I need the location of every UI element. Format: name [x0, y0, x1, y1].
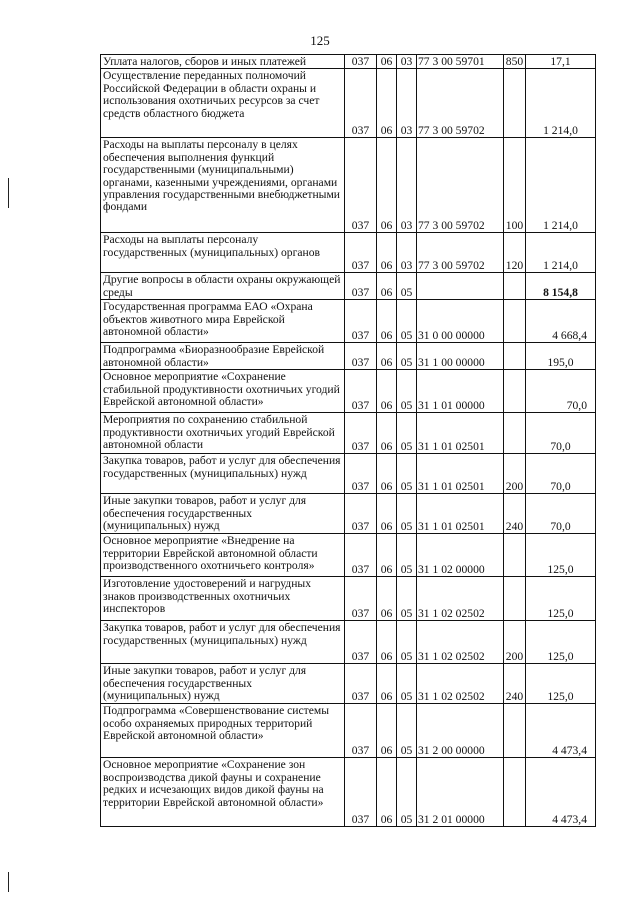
- section-code: 06: [377, 300, 397, 343]
- ved-code: 037: [345, 758, 377, 827]
- table-row: [101, 454, 596, 494]
- amount: [526, 577, 596, 621]
- amount-value: 70,0: [566, 399, 587, 412]
- amount: [526, 621, 596, 664]
- section-code: 06: [377, 273, 397, 300]
- ved-code: 037: [345, 273, 377, 300]
- amount: [526, 413, 596, 454]
- amount-value: 125,0: [547, 650, 574, 663]
- subsection-code: 05: [397, 413, 417, 454]
- amount: [526, 273, 596, 300]
- section-code: 06: [377, 454, 397, 494]
- subsection-code: 05: [397, 370, 417, 413]
- amount-value: 70,0: [550, 520, 571, 533]
- amount: [526, 370, 596, 413]
- expense-type-code: [504, 273, 526, 300]
- expense-type-code: [504, 413, 526, 454]
- table-row: [101, 233, 596, 273]
- section-code: 06: [377, 413, 397, 454]
- ved-code: 037: [345, 534, 377, 577]
- expense-type-code: 850: [504, 55, 526, 69]
- row-name: Другие вопросы в области охраны окружающей среды: [101, 273, 345, 300]
- row-name: Мероприятия по сохранению стабильной продуктивности охотничьих угодий Еврейской автономной области: [101, 413, 345, 454]
- row-name: Расходы на выплаты персоналу государственных (муниципальных) органов: [101, 233, 345, 273]
- subsection-code: 05: [397, 454, 417, 494]
- amount-value: 125,0: [547, 607, 574, 620]
- section-code: 06: [377, 138, 397, 233]
- subsection-code: 05: [397, 300, 417, 343]
- subsection-code: 05: [397, 494, 417, 534]
- amount: [526, 55, 596, 69]
- page-number: 125: [310, 33, 330, 48]
- margin-mark-top: [8, 178, 9, 208]
- ved-code: 037: [345, 664, 377, 704]
- expense-type-code: [504, 370, 526, 413]
- target-code: 31 1 01 02501: [417, 494, 504, 534]
- expense-type-code: [504, 69, 526, 138]
- row-name: Подпрограмма «Биоразнообразие Еврейской автономной области»: [101, 343, 345, 370]
- target-code: 31 1 01 00000: [417, 370, 504, 413]
- amount: [526, 704, 596, 758]
- ved-code: 037: [345, 413, 377, 454]
- target-code: 77 3 00 59701: [417, 55, 504, 69]
- amount: [526, 534, 596, 577]
- subsection-code: 03: [397, 69, 417, 138]
- table-row: [101, 343, 596, 370]
- target-code: 31 2 00 00000: [417, 704, 504, 758]
- ved-code: 037: [345, 138, 377, 233]
- expense-type-code: 200: [504, 621, 526, 664]
- row-name: Закупка товаров, работ и услуг для обеспечения государственных (муниципальных) нужд: [101, 621, 345, 664]
- ved-code: 037: [345, 577, 377, 621]
- amount: [526, 664, 596, 704]
- row-name: Основное мероприятие «Внедрение на территории Еврейской автономной области производственного охотничьего контроля»: [101, 534, 345, 577]
- target-code: 31 1 01 02501: [417, 413, 504, 454]
- amount: [526, 758, 596, 827]
- subsection-code: 05: [397, 704, 417, 758]
- expense-type-code: 240: [504, 664, 526, 704]
- amount: [526, 69, 596, 138]
- table-row: [101, 300, 596, 343]
- section-code: 06: [377, 233, 397, 273]
- row-name: Уплата налогов, сборов и иных платежей: [101, 55, 345, 69]
- amount-value: 125,0: [547, 690, 574, 703]
- subsection-code: 05: [397, 664, 417, 704]
- table-row: [101, 664, 596, 704]
- row-name: Осуществление переданных полномочий Российской Федерации в области охраны и использования охотничьих ресурсов за счет средств областного бюджета: [101, 69, 345, 138]
- subsection-code: 05: [397, 534, 417, 577]
- target-code: 31 1 02 02502: [417, 664, 504, 704]
- section-code: 06: [377, 621, 397, 664]
- table-row: [101, 577, 596, 621]
- ved-code: 037: [345, 494, 377, 534]
- amount: [526, 233, 596, 273]
- row-name: Расходы на выплаты персоналу в целях обеспечения выполнения функций государственными (муниципальными) органами, казенными учреждениями, органами управления государственными внебюджетными фондами: [101, 138, 345, 233]
- ved-code: 037: [345, 69, 377, 138]
- target-code: 31 0 00 00000: [417, 300, 504, 343]
- ved-code: 037: [345, 343, 377, 370]
- target-code: [417, 273, 504, 300]
- amount-value: 125,0: [547, 563, 574, 576]
- table-row: [101, 370, 596, 413]
- table-row: [101, 138, 596, 233]
- section-code: 06: [377, 343, 397, 370]
- expense-type-code: 120: [504, 233, 526, 273]
- section-code: 06: [377, 69, 397, 138]
- expense-type-code: 240: [504, 494, 526, 534]
- amount: [526, 343, 596, 370]
- expense-type-code: [504, 343, 526, 370]
- row-name: Иные закупки товаров, работ и услуг для обеспечения государственных (муниципальных) нужд: [101, 664, 345, 704]
- subsection-code: 03: [397, 55, 417, 69]
- amount-value: 70,0: [550, 480, 571, 493]
- amount-value: 1 214,0: [543, 219, 578, 232]
- amount: [526, 454, 596, 494]
- target-code: 31 1 01 02501: [417, 454, 504, 494]
- table-row: [101, 621, 596, 664]
- table-row: [101, 55, 596, 69]
- row-name: Основное мероприятие «Сохранение зон воспроизводства дикой фауны и сохранение редких и исчезающих видов дикой фауны на территории Еврейской автономной области»: [101, 758, 345, 827]
- section-code: 06: [377, 55, 397, 69]
- amount-value: 4 473,4: [552, 813, 587, 826]
- subsection-code: 05: [397, 343, 417, 370]
- subsection-code: 05: [397, 273, 417, 300]
- section-code: 06: [377, 534, 397, 577]
- section-code: 06: [377, 664, 397, 704]
- ved-code: 037: [345, 233, 377, 273]
- expense-type-code: [504, 758, 526, 827]
- expense-type-code: [504, 300, 526, 343]
- amount-value: 195,0: [547, 356, 574, 369]
- subsection-code: 05: [397, 577, 417, 621]
- ved-code: 037: [345, 454, 377, 494]
- table-row: [101, 534, 596, 577]
- amount-value: 4 473,4: [552, 744, 587, 757]
- target-code: 31 1 02 02502: [417, 621, 504, 664]
- ved-code: 037: [345, 621, 377, 664]
- table-row: [101, 69, 596, 138]
- amount-value: 70,0: [550, 440, 571, 453]
- amount-value: 1 214,0: [543, 259, 578, 272]
- ved-code: 037: [345, 55, 377, 69]
- subsection-code: 05: [397, 621, 417, 664]
- target-code: 77 3 00 59702: [417, 69, 504, 138]
- ved-code: 037: [345, 370, 377, 413]
- table-row: [101, 273, 596, 300]
- target-code: 31 2 01 00000: [417, 758, 504, 827]
- expense-type-code: [504, 704, 526, 758]
- row-name: Государственная программа ЕАО «Охрана объектов животного мира Еврейской автономной области»: [101, 300, 345, 343]
- subsection-code: 05: [397, 758, 417, 827]
- subsection-code: 03: [397, 233, 417, 273]
- section-code: 06: [377, 494, 397, 534]
- target-code: 31 1 02 02502: [417, 577, 504, 621]
- row-name: Подпрограмма «Совершенствование системы особо охраняемых природных территорий Еврейской автономной области»: [101, 704, 345, 758]
- target-code: 77 3 00 59702: [417, 138, 504, 233]
- subsection-code: 03: [397, 138, 417, 233]
- expense-type-code: [504, 577, 526, 621]
- row-name: Основное мероприятие «Сохранение стабильной продуктивности охотничьих угодий Еврейской автономной области»: [101, 370, 345, 413]
- amount-value: 17,1: [550, 55, 571, 68]
- section-code: 06: [377, 577, 397, 621]
- target-code: 31 1 00 00000: [417, 343, 504, 370]
- amount: [526, 138, 596, 233]
- section-code: 06: [377, 758, 397, 827]
- table-row: [101, 704, 596, 758]
- amount-value: 8 154,8: [543, 286, 578, 299]
- target-code: 31 1 02 00000: [417, 534, 504, 577]
- table-row: [101, 758, 596, 827]
- section-code: 06: [377, 370, 397, 413]
- budget-table: [100, 54, 596, 827]
- expense-type-code: 100: [504, 138, 526, 233]
- amount-value: 1 214,0: [543, 124, 578, 137]
- row-name: Закупка товаров, работ и услуг для обеспечения государственных (муниципальных) нужд: [101, 454, 345, 494]
- ved-code: 037: [345, 300, 377, 343]
- row-name: Изготовление удостоверений и нагрудных знаков производственных охотничьих инспекторов: [101, 577, 345, 621]
- amount-value: 4 668,4: [552, 329, 587, 342]
- amount: [526, 300, 596, 343]
- ved-code: 037: [345, 704, 377, 758]
- target-code: 77 3 00 59702: [417, 233, 504, 273]
- amount: [526, 494, 596, 534]
- row-name: Иные закупки товаров, работ и услуг для обеспечения государственных (муниципальных) нужд: [101, 494, 345, 534]
- section-code: 06: [377, 704, 397, 758]
- table-row: [101, 494, 596, 534]
- expense-type-code: [504, 534, 526, 577]
- expense-type-code: 200: [504, 454, 526, 494]
- table-row: [101, 413, 596, 454]
- margin-mark-bottom: [8, 872, 9, 892]
